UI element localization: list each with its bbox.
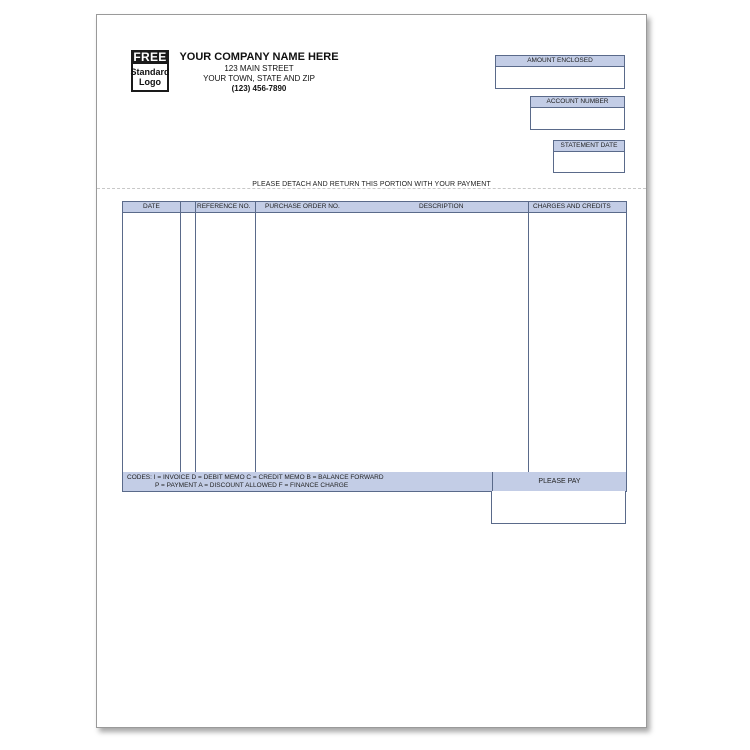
codes-line-2: P = PAYMENT A = DISCOUNT ALLOWED F = FINANCE CHARGE <box>155 482 349 489</box>
detach-notice: PLEASE DETACH AND RETURN THIS PORTION WITH YOUR PAYMENT <box>252 181 491 188</box>
please-pay-amount-box[interactable] <box>491 491 626 524</box>
codes-legend-row <box>122 472 627 492</box>
company-address-block <box>174 51 344 94</box>
amount-enclosed-label: AMOUNT ENCLOSED <box>496 56 624 67</box>
codes-legend <box>127 474 492 490</box>
column-divider <box>528 202 529 473</box>
amount-enclosed-box[interactable] <box>495 55 625 89</box>
transactions-table <box>122 201 627 474</box>
logo-free-text: FREE <box>133 50 167 64</box>
header-charges: CHARGES AND CREDITS <box>533 203 611 210</box>
header-purchase-order: PURCHASE ORDER NO. <box>265 203 340 210</box>
statement-date-box[interactable] <box>553 140 625 173</box>
logo-standard-box <box>130 64 170 90</box>
table-header <box>123 202 626 213</box>
codes-line-1: CODES: I = INVOICE D = DEBIT MEMO C = CREDIT MEMO B = BALANCE FORWARD <box>127 474 384 481</box>
column-divider <box>255 202 256 473</box>
statement-form-sheet <box>96 14 647 728</box>
logo-standard-text: Standard <box>130 67 170 77</box>
please-pay-label: PLEASE PAY <box>538 478 581 485</box>
account-number-box[interactable] <box>530 96 625 130</box>
statement-date-label: STATEMENT DATE <box>554 141 624 152</box>
header-description: DESCRIPTION <box>419 203 464 210</box>
column-divider <box>180 202 181 473</box>
account-number-label: ACCOUNT NUMBER <box>531 97 624 108</box>
header-reference: REFERENCE NO. <box>197 203 251 210</box>
column-divider <box>195 202 196 473</box>
detach-perforation <box>97 188 646 189</box>
company-street: 123 MAIN STREET <box>224 64 294 73</box>
company-logo <box>131 50 169 92</box>
company-city: YOUR TOWN, STATE AND ZIP <box>203 74 315 83</box>
company-name: YOUR COMPANY NAME HERE <box>179 51 339 63</box>
logo-logo-text: Logo <box>139 77 161 87</box>
company-phone: (123) 456-7890 <box>231 84 287 93</box>
header-date: DATE <box>143 203 160 210</box>
